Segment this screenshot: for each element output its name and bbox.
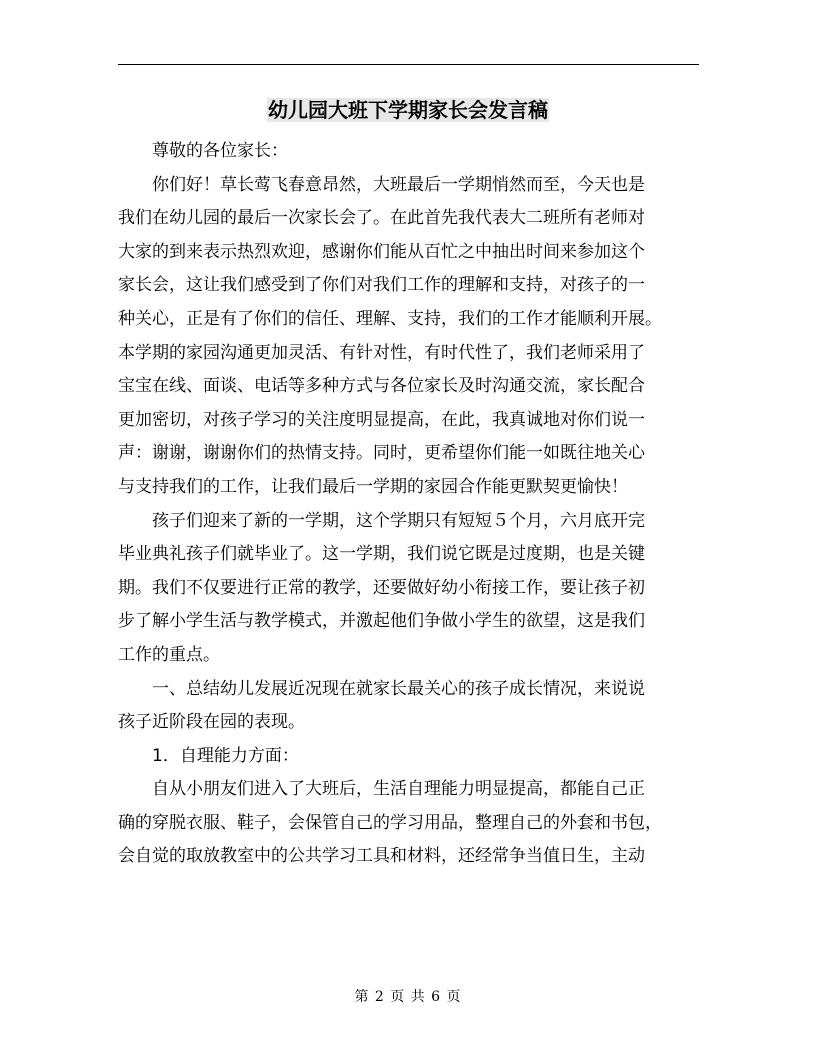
document-title-text: 幼儿园大班下学期家长会发言稿 (268, 98, 548, 122)
text-line: 孩子近阶段在园的表现。 (118, 712, 305, 733)
text-line: 你们好！草长莺飞春意昂然，大班最后一学期悄然而至，今天也是 (152, 174, 645, 195)
text-line: 大家的到来表示热烈欢迎，感谢你们能从百忙之中抽出时间来参加这个 (118, 241, 645, 262)
text-line: 尊敬的各位家长： (152, 141, 288, 161)
text-line: 更加密切，对孩子学习的关注度明显提高，在此，我真诚地对你们说一 (118, 409, 645, 430)
document-title (0, 96, 816, 124)
text-line: 与支持我们的工作，让我们最后一学期的家园合作能更默契更愉快！ (118, 476, 628, 497)
text-line: 确的穿脱衣服、鞋子，会保管自己的学习用品，整理自己的外套和书包， (118, 812, 662, 833)
text-line: 声：谢谢，谢谢你们的热情支持。同时，更希望你们能一如既往地关心 (118, 443, 645, 464)
text-line: 期。我们不仅要进行正常的教学，还要做好幼小衔接工作，要让孩子初 (118, 577, 645, 598)
page-number-label: 第 2 页 共 6 页 (354, 989, 462, 1005)
text-line: 毕业典礼孩子们就毕业了。这一学期，我们说它既是过度期，也是关键 (118, 544, 645, 565)
text-line: 宝宝在线、面谈、电话等多种方式与各位家长及时沟通交流，家长配合 (118, 376, 645, 397)
document-body (118, 135, 699, 874)
text-line: 会自觉的取放教室中的公共学习工具和材料，还经常争当值日生，主动 (118, 846, 645, 867)
text-line: 自从小朋友们进入了大班后，生活自理能力明显提高，都能自己正 (152, 779, 645, 800)
text-line: 本学期的家园沟通更加灵活、有针对性，有时代性了，我们老师采用了 (118, 342, 645, 363)
paragraph-salutation (118, 135, 699, 169)
page-footer (0, 987, 816, 1007)
paragraph-subheading (118, 740, 699, 774)
text-line: 1．自理能力方面： (152, 745, 299, 766)
text-line: 家长会，这让我们感受到了你们对我们工作的理解和支持，对孩子的一 (118, 275, 645, 296)
paragraph-section-heading (118, 673, 699, 740)
text-line: 步了解小学生活与教学模式，并激起他们争做小学生的欲望，这是我们 (118, 611, 645, 632)
header-rule (118, 64, 699, 65)
text-line: 种关心，正是有了你们的信任、理解、支持，我们的工作才能顺利开展。 (118, 308, 662, 329)
text-line: 工作的重点。 (118, 644, 220, 665)
paragraph-self-care (118, 773, 699, 874)
paragraph-semester (118, 505, 699, 673)
text-line: 一、总结幼儿发展近况现在就家长最关心的孩子成长情况，来说说 (152, 678, 645, 699)
paragraph-greeting (118, 169, 699, 505)
text-line: 我们在幼儿园的最后一次家长会了。在此首先我代表大二班所有老师对 (118, 208, 645, 229)
text-line: 孩子们迎来了新的一学期，这个学期只有短短５个月，六月底开完 (152, 510, 645, 531)
